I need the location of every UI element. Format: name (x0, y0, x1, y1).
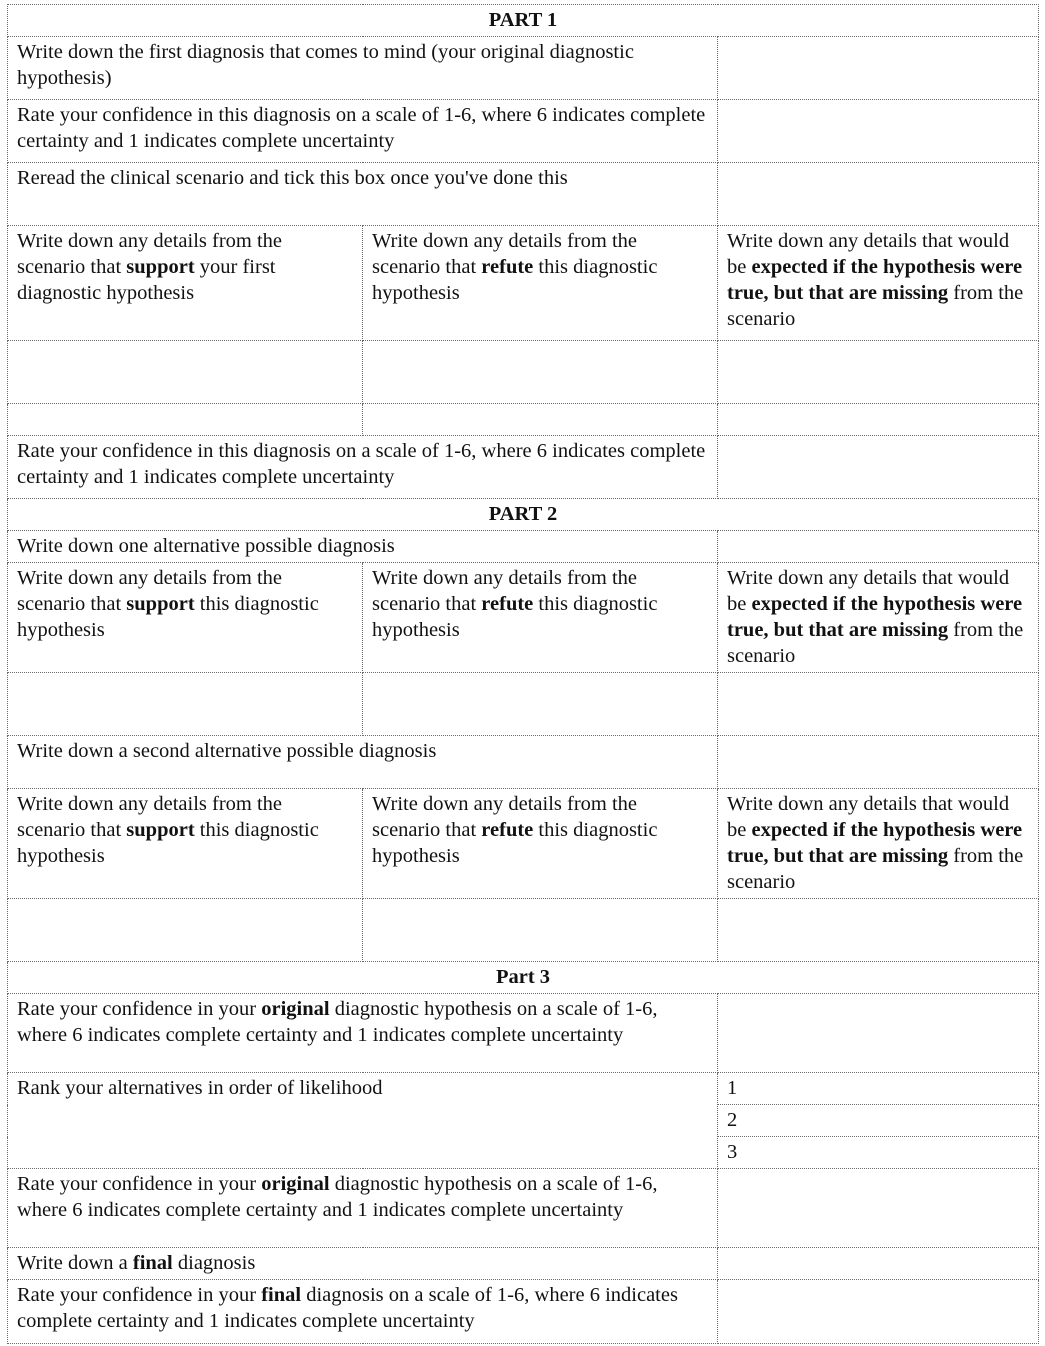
part3-rank-1[interactable]: 1 (718, 1073, 1039, 1105)
part1-support-answer[interactable] (8, 341, 363, 404)
part1-confidence-prompt: Rate your confidence in this diagnosis on a scale of 1-6, where 6 indicates complete certainty and 1 indicates complete uncertainty (8, 100, 718, 163)
part2-alt1-prompt: Write down one alternative possible diagnosis (8, 531, 718, 563)
part1-refute-answer[interactable] (363, 341, 718, 404)
part3-final-diagnosis-answer[interactable] (718, 1248, 1039, 1280)
part3-final-confidence-answer[interactable] (718, 1280, 1039, 1344)
part2-alt2-answer[interactable] (718, 736, 1039, 789)
part2-support-answer[interactable] (8, 673, 363, 736)
part1-missing-answer[interactable] (718, 341, 1039, 404)
part3-final-confidence-prompt: Rate your confidence in your final diagnosis on a scale of 1-6, where 6 indicates complete certainty and 1 indicates complete uncertainty (8, 1280, 718, 1344)
part2-refute-header: Write down any details from the scenario that refute this diagnostic hypothesis (363, 563, 718, 673)
part2-refute-header-2: Write down any details from the scenario that refute this diagnostic hypothesis (363, 789, 718, 899)
part3-original-confidence-prompt-2: Rate your confidence in your original diagnostic hypothesis on a scale of 1-6, where 6 indicates complete certainty and 1 indicates complete uncertainty (8, 1169, 718, 1248)
part2-alt1-answer[interactable] (718, 531, 1039, 563)
part1-confidence-answer-2[interactable] (718, 436, 1039, 499)
part1-confidence-answer[interactable] (718, 100, 1039, 163)
part1-heading: PART 1 (8, 5, 1039, 37)
part2-refute-answer-2[interactable] (363, 899, 718, 962)
part2-refute-answer[interactable] (363, 673, 718, 736)
form-table (7, 4, 1039, 1344)
part2-missing-answer[interactable] (718, 673, 1039, 736)
part1-reread-prompt: Reread the clinical scenario and tick this box once you've done this (8, 163, 718, 226)
part2-alt2-prompt: Write down a second alternative possible diagnosis (8, 736, 718, 789)
part3-rank-2[interactable]: 2 (718, 1105, 1039, 1137)
part1-missing-header: Write down any details that would be expected if the hypothesis were true, but that are missing from the scenario (718, 226, 1039, 341)
part1-refute-answer-extra[interactable] (363, 404, 718, 436)
part3-original-confidence-prompt: Rate your confidence in your original diagnostic hypothesis on a scale of 1-6, where 6 indicates complete certainty and 1 indicates complete uncertainty (8, 994, 718, 1073)
part3-heading: Part 3 (8, 962, 1039, 994)
part3-final-diagnosis-prompt: Write down a final diagnosis (8, 1248, 718, 1280)
part2-missing-header-2: Write down any details that would be expected if the hypothesis were true, but that are missing from the scenario (718, 789, 1039, 899)
part1-missing-answer-extra[interactable] (718, 404, 1039, 436)
part2-support-header-2: Write down any details from the scenario that support this diagnostic hypothesis (8, 789, 363, 899)
diagnostic-reasoning-form (7, 4, 1038, 1344)
part3-rank-prompt: Rank your alternatives in order of likelihood (8, 1073, 718, 1169)
part2-missing-answer-2[interactable] (718, 899, 1039, 962)
part2-heading: PART 2 (8, 499, 1039, 531)
part1-first-diagnosis-prompt: Write down the first diagnosis that comes to mind (your original diagnostic hypothesis) (8, 37, 718, 100)
part2-support-header: Write down any details from the scenario that support this diagnostic hypothesis (8, 563, 363, 673)
part1-first-diagnosis-answer[interactable] (718, 37, 1039, 100)
part1-confidence-prompt-2: Rate your confidence in this diagnosis on a scale of 1-6, where 6 indicates complete certainty and 1 indicates complete uncertainty (8, 436, 718, 499)
part2-support-answer-2[interactable] (8, 899, 363, 962)
part3-original-confidence-answer[interactable] (718, 994, 1039, 1073)
part3-original-confidence-answer-2[interactable] (718, 1169, 1039, 1248)
part1-refute-header: Write down any details from the scenario that refute this diagnostic hypothesis (363, 226, 718, 341)
part1-support-answer-extra[interactable] (8, 404, 363, 436)
part2-missing-header: Write down any details that would be expected if the hypothesis were true, but that are missing from the scenario (718, 563, 1039, 673)
part3-rank-3[interactable]: 3 (718, 1137, 1039, 1169)
part1-reread-checkbox[interactable] (718, 163, 1039, 226)
part1-support-header: Write down any details from the scenario that support your first diagnostic hypothesis (8, 226, 363, 341)
